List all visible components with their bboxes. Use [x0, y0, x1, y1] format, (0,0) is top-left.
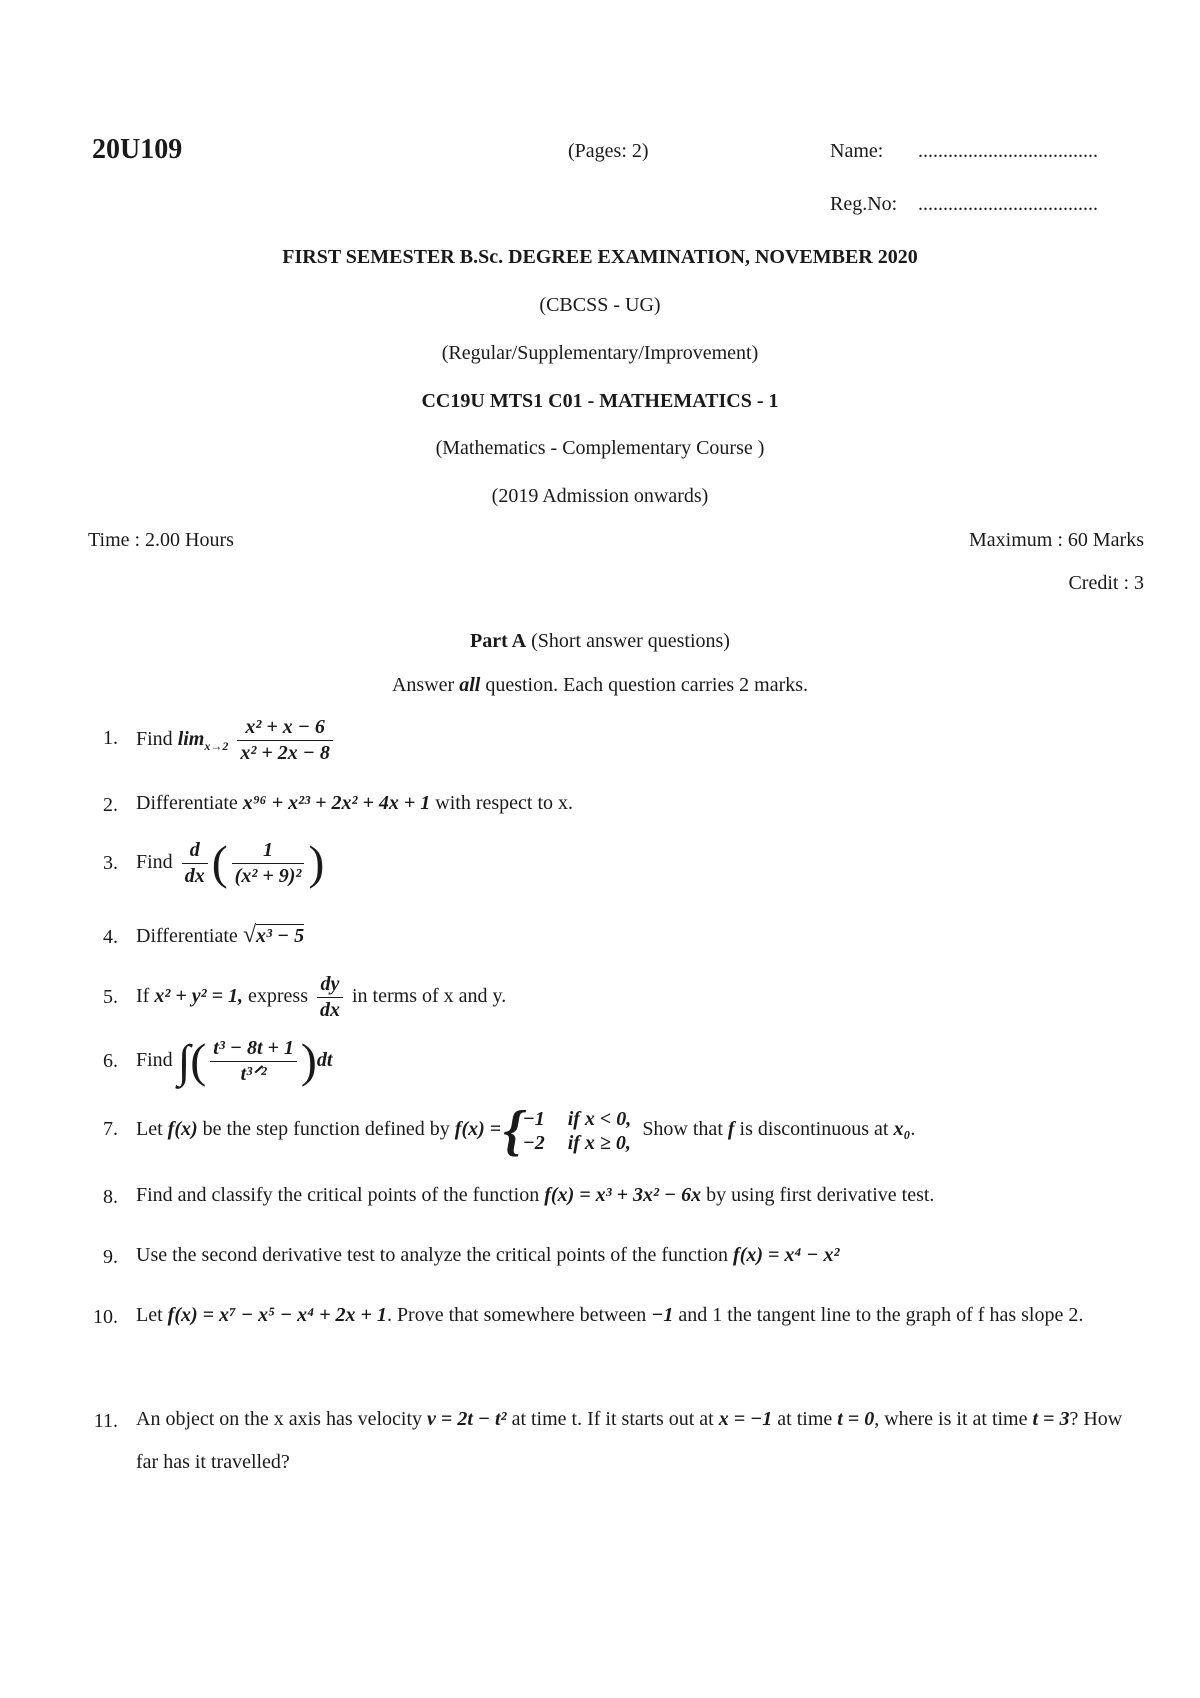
q5-fraction — [317, 972, 343, 1023]
q7-text-mid: be the step function defined by — [202, 1118, 450, 1140]
instr-post: question. Each question carries 2 marks. — [485, 674, 809, 696]
case-value: −2 — [522, 1131, 545, 1154]
question-text — [136, 1099, 1146, 1162]
q11-velocity: v = 2t − t² — [427, 1408, 507, 1430]
question-number: 5. — [103, 986, 118, 1008]
max-marks: Maximum : 60 Marks — [969, 529, 1144, 551]
case-row — [523, 1107, 632, 1131]
question-text — [136, 714, 1146, 771]
q2-text: Differentiate — [136, 792, 238, 814]
exam-type: (Regular/Supplementary/Improvement) — [441, 342, 759, 364]
q11-text-2: at time t. If it starts out at — [511, 1408, 714, 1430]
q5-text-mid: express — [248, 985, 308, 1007]
q5-text-end: in terms of x and y. — [351, 985, 507, 1007]
q2-text-end: with respect to x. — [435, 792, 574, 814]
d-denominator: dx — [184, 864, 205, 887]
fraction-denominator: t³ᐟ² — [240, 1062, 267, 1085]
fraction-numerator: dy — [317, 972, 343, 998]
brace-icon: { — [503, 1099, 523, 1162]
q11-text-end: ? How far has it travelled? — [136, 1408, 1123, 1473]
question-1 — [0, 715, 1200, 773]
part-a-subtitle: (Short answer questions) — [531, 630, 730, 652]
course-title: CC19U MTS1 C01 - MATHEMATICS - 1 — [421, 390, 779, 412]
q1-text: Find — [136, 728, 173, 750]
q5-text: If — [136, 985, 150, 1007]
q3-text: Find — [136, 851, 173, 873]
piecewise-rows — [523, 1107, 632, 1155]
q6-text: Find — [136, 1049, 173, 1071]
question-number: 3. — [103, 852, 118, 874]
q11-start-time: t = 0 — [837, 1408, 875, 1430]
question-number: 6. — [103, 1050, 118, 1072]
fraction-denominator: (x² + 9)² — [234, 864, 302, 887]
name-label: Name: — [830, 140, 884, 162]
right-paren: ) — [308, 836, 325, 890]
question-text — [136, 914, 1146, 958]
q7-function: f(x) — [167, 1118, 198, 1140]
exam-time: Time : 2.00 Hours — [88, 529, 234, 551]
q7-period: . — [910, 1118, 916, 1140]
paper-code: 20U109 — [92, 134, 183, 165]
question-text — [136, 1174, 1146, 1217]
credit: Credit : 3 — [1068, 572, 1144, 594]
q11-text-3: at time — [777, 1408, 833, 1430]
admission-note: (2019 Admission onwards) — [491, 485, 709, 507]
integral-icon: ∫ — [177, 1035, 191, 1087]
q4-text: Differentiate — [136, 925, 238, 947]
fraction-numerator: 1 — [232, 838, 305, 864]
left-paren: ( — [190, 1034, 207, 1088]
q10-text-end: and 1 the tangent line to the graph of f has slope 2. — [678, 1304, 1084, 1326]
d-numerator: d — [182, 838, 208, 864]
question-number: 7. — [103, 1118, 118, 1140]
q7-piecewise — [503, 1099, 632, 1162]
question-text — [136, 832, 1146, 892]
q8-text: Find and classify the critical points of the function — [136, 1184, 540, 1206]
question-number: 9. — [103, 1246, 118, 1268]
page-count: (Pages: 2) — [568, 140, 649, 162]
q6-fraction — [210, 1036, 297, 1087]
q11-text: An object on the x axis has velocity — [136, 1408, 423, 1430]
q10-expression: f(x) = x⁷ − x⁵ − x⁴ + 2x + 1 — [167, 1304, 387, 1326]
exam-title: FIRST SEMESTER B.Sc. DEGREE EXAMINATION, NOVEMBER 2020 — [282, 246, 918, 268]
fraction-numerator: x² + x − 6 — [237, 715, 333, 741]
sqrt-icon: √ — [242, 922, 256, 948]
instr-emphasis: all — [459, 674, 481, 696]
case-value: −1 — [522, 1107, 545, 1130]
case-row — [523, 1131, 632, 1155]
q4-sqrt — [242, 922, 305, 948]
regno-label: Reg.No: — [830, 193, 898, 215]
q7-x0: x₀ — [893, 1118, 911, 1140]
q11-start-position: x = −1 — [718, 1408, 773, 1430]
question-number: 10. — [93, 1306, 118, 1328]
q6-differential: dt — [316, 1049, 333, 1071]
question-number: 8. — [103, 1186, 118, 1208]
q7-f: f — [727, 1118, 735, 1140]
regno-field[interactable]: .................................... — [918, 193, 1098, 215]
question-text — [136, 1398, 1146, 1484]
part-a-label: Part A — [470, 630, 527, 652]
exam-scheme: (CBCSS - UG) — [539, 294, 661, 316]
q7-text-end: is discontinuous at — [739, 1118, 889, 1140]
lim-symbol: lim — [177, 728, 205, 750]
question-text — [136, 1294, 1146, 1337]
q2-expression: x⁹⁶ + x²³ + 2x² + 4x + 1 — [242, 792, 431, 814]
fraction-denominator: dx — [319, 998, 340, 1021]
q1-fraction — [237, 715, 333, 766]
instr-pre: Answer — [391, 674, 455, 696]
question-text — [136, 782, 1146, 825]
question-number: 11. — [93, 1410, 118, 1432]
question-number: 2. — [103, 794, 118, 816]
left-paren: ( — [211, 836, 228, 890]
fraction-denominator: x² + 2x − 8 — [240, 741, 330, 764]
q10-text-mid: . Prove that somewhere between — [386, 1304, 647, 1326]
name-field[interactable]: .................................... — [918, 140, 1098, 162]
case-condition: if x < 0, — [567, 1107, 632, 1130]
q1-limit — [177, 728, 229, 753]
right-paren: ) — [300, 1034, 317, 1088]
fraction-numerator: t³ − 8t + 1 — [210, 1036, 297, 1062]
part-a-instructions — [0, 674, 1200, 697]
q10-text: Let — [136, 1304, 163, 1326]
course-category: (Mathematics - Complementary Course ) — [435, 437, 765, 459]
lim-subscript: x→2 — [204, 739, 229, 753]
question-text — [136, 1030, 1146, 1090]
q7-function-def: f(x) = — [454, 1118, 502, 1140]
q10-neg-one: −1 — [651, 1304, 674, 1326]
q8-text-end: by using first derivative test. — [706, 1184, 935, 1206]
question-text — [136, 971, 1146, 1023]
q9-expression: f(x) = x⁴ − x² — [733, 1244, 840, 1266]
q9-text: Use the second derivative test to analyze the critical points of the function — [136, 1244, 729, 1266]
question-number: 1. — [103, 727, 118, 749]
part-a-heading — [0, 630, 1200, 653]
q3-derivative-operator — [182, 838, 208, 889]
q4-radicand: x³ − 5 — [255, 925, 305, 947]
question-text — [136, 1234, 1146, 1277]
q5-expression: x² + y² = 1, — [154, 985, 243, 1007]
q11-end-time: t = 3 — [1032, 1408, 1070, 1430]
q3-fraction — [232, 838, 305, 889]
q7-text-show: Show that — [642, 1118, 723, 1140]
q11-text-4: , where is it at time — [874, 1408, 1028, 1430]
q7-text: Let — [136, 1118, 163, 1140]
q8-expression: f(x) = x³ + 3x² − 6x — [544, 1184, 702, 1206]
question-number: 4. — [103, 926, 118, 948]
case-condition: if x ≥ 0, — [567, 1131, 631, 1154]
